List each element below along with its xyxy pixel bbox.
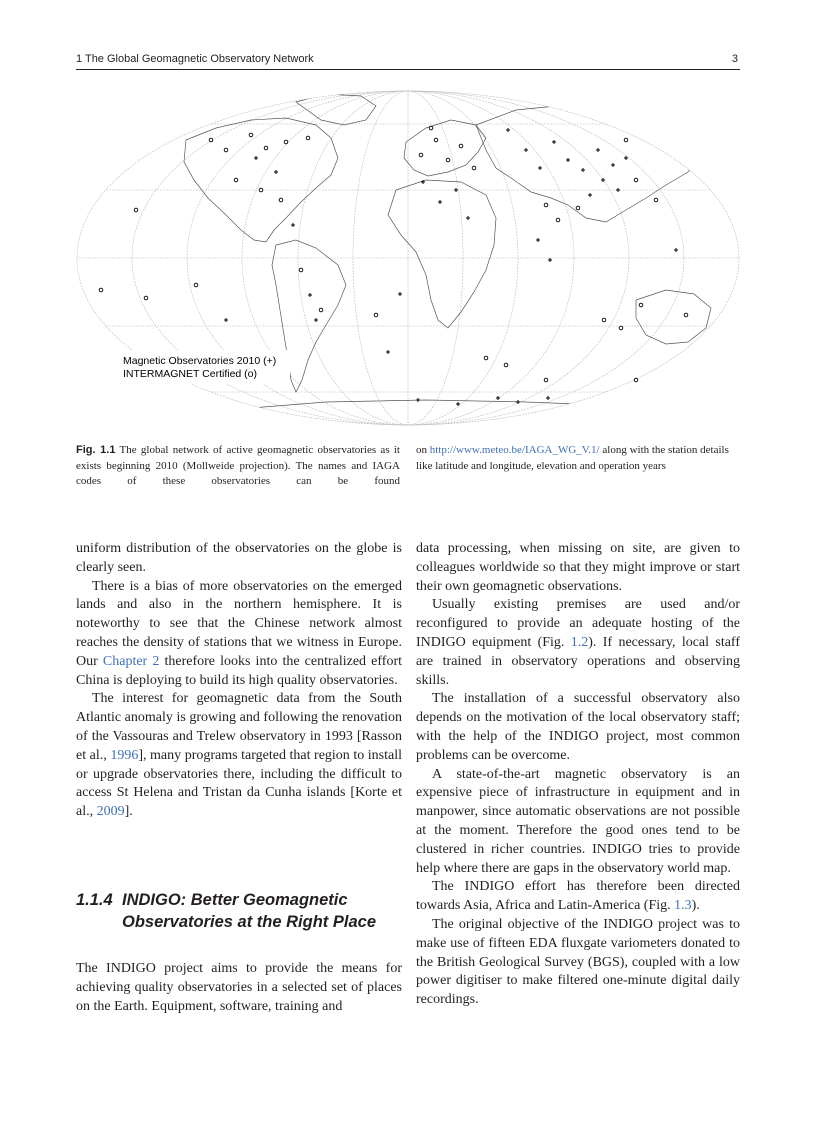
section-title-line1: INDIGO: Better Geomagnetic [122, 891, 348, 909]
citation-1996-link[interactable]: 1996 [110, 747, 139, 763]
left-paragraph-3: The interest for geomagnetic data from the South Atlantic anomaly is growing and following the renovation of the Vassouras and Trelew observatory in 1993 [Rasson et al., 1996], many programs targeted that region to install or upgrade observatories there, including the difficult to access St Helena and Tristan da Cunha islands [Korte et al., 2009]. [76, 691, 403, 820]
section-heading [76, 889, 406, 933]
right-paragraph-2: Usually existing premises are used and/or reconfigured to provide an adequate hosting of the INDIGO equipment (Fig. 1.2). If necessary, local staff are trained in observatory operations and observing skills. [416, 597, 740, 688]
map-observatory-markers [99, 126, 688, 382]
right-paragraph-3: The installation of a successful observatory also depends on the motivation of the local observatory staff; with the help of the INDIGO project, most common problems can be overcome. [416, 691, 740, 763]
map-observatory-plus-markers [224, 128, 678, 406]
left-paragraph-1: uniform distribution of the observatories on the globe is clearly seen. [76, 541, 402, 575]
map-legend [120, 350, 290, 384]
chapter-2-link[interactable]: Chapter 2 [102, 653, 160, 669]
right-paragraph-1: data processing, when missing on site, are given to colleagues worldwide so that they might improve or start their own geomagnetic observations. [416, 541, 740, 594]
left-column [76, 540, 402, 822]
right-column [416, 540, 740, 1010]
fig-1-2-link[interactable]: 1.2 [570, 634, 589, 650]
citation-2009-link[interactable]: 2009 [96, 804, 125, 820]
section-number: 1.1.4 [76, 891, 113, 909]
section-title-line2: Observatories at the Right Place [122, 913, 377, 931]
figure-caption-right [416, 443, 740, 474]
caption-url-link[interactable]: http://www.meteo.be/IAGA_WG_V.1/ [429, 444, 600, 456]
indigo-intro-paragraph: The INDIGO project aims to provide the means for achieving quality observatories in a selected set of places on the Earth. Equipment, software, training and [76, 961, 402, 1014]
right-paragraph-4: A state-of-the-art magnetic observatory is an expensive piece of infrastructure in equipment and in manpower, since automatic observations are not possible at the moment. Therefore the good ones tend to be clustered in richer countries. INDIGO tries to provide help where there are gaps in the observatory world map. [416, 766, 740, 876]
left-paragraph-2: There is a bias of more observatories on the emerged lands and also in the northern hemisphere. It is noteworthy to see that the Chinese network almost reaches the density of stations that we witness in Europe. Our Chapter 2 therefore looks into the centralized effort China is deploying to build its high quality observatories. [76, 578, 403, 688]
left-column-after-heading [76, 960, 402, 1016]
caption-text-right: along with the station details like latitude and longitude, elevation and operation years [416, 444, 729, 472]
running-header [76, 53, 740, 69]
header-rule [76, 69, 740, 70]
running-head-title: 1 The Global Geomagnetic Observatory Network [76, 53, 314, 65]
caption-on: on [416, 444, 427, 456]
fig-1-3-link[interactable]: 1.3 [674, 898, 692, 914]
right-paragraph-6: The original objective of the INDIGO project was to make use of fifteen EDA fluxgate variometers donated to the British Geological Survey (BGS), coupled with a low power digitiser to make filtered one-minute digital daily recordings. [416, 916, 740, 1008]
caption-text-left: The global network of active geomagnetic observatories as it exists beginning 2010 (Mollweide projection). The names and IAGA codes of these observatories can be found [76, 444, 400, 487]
figure-caption-left [76, 443, 400, 490]
page-number: 3 [731, 53, 738, 65]
legend-intermagnet: INTERMAGNET Certified (o) [123, 368, 257, 380]
legend-observatories: Magnetic Observatories 2010 (+) [123, 355, 277, 367]
right-paragraph-5: The INDIGO effort has therefore been directed towards Asia, Africa and Latin-America (Fig. 1.3). [416, 879, 740, 914]
figure-label: Fig. 1.1 [76, 444, 116, 456]
world-observatory-map [76, 80, 740, 432]
